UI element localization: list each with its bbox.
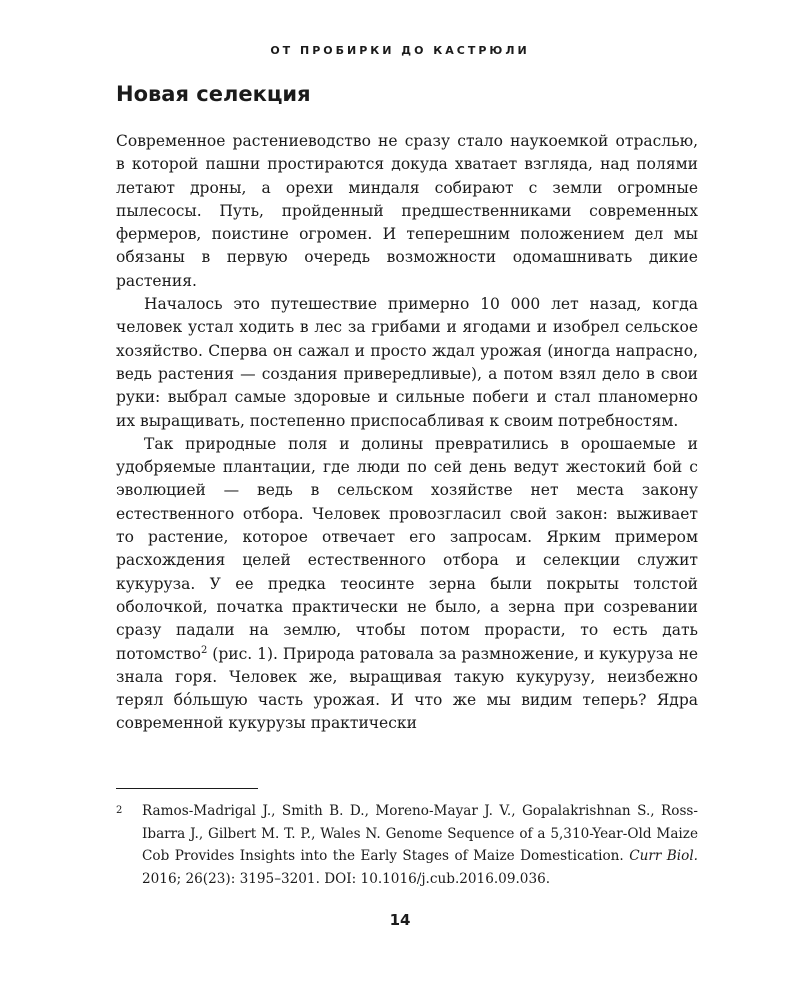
footnote-text [142, 800, 698, 890]
footnote-citation-tail: 2016; 26(23): 3195–3201. DOI: 10.1016/j.cub.2016.09.036. [142, 870, 551, 887]
footnote-marker: 2 [116, 805, 123, 816]
footnote-reference[interactable]: 2 [200, 644, 208, 656]
page-number: 14 [389, 911, 411, 929]
paragraph-1: Современное растениеводство не сразу стало наукоемкой отраслью, в которой пашни простираются докуда хватает взгляда, над полями летают дроны, а орехи миндаля собирают с земли огромные пылесосы. Путь, пройденный предшественниками современных фермеров, поистине огромен. И теперешним положением дел мы обязаны в первую очередь возможности одомашнивать дикие растения. [116, 132, 698, 290]
paragraph-2: Началось это путешествие примерно 10 000 лет назад, когда человек устал ходить в лес за грибами и ягодами и изобрел сельское хозяйство. Сперва он сажал и просто ждал урожая (иногда напрасно, ведь растения — создания привередливые), а потом взял дело в свои руки: выбрал самые здоровые и сильные побеги и стал планомерно их выращивать, постепенно приспосабливая к своим потребностям. [116, 295, 698, 430]
paragraph-3-text: Так природные поля и долины превратились в орошаемые и удобряемые плантации, где люди по сей день ведут жестокий бой с эволюцией — ведь в сельском хозяйстве нет места закону естественного отбора. Человек провозгласил свой закон: выживает то растение, которое отвечает его запросам. Ярким примером расхождения целей естественного отбора и селекции служит кукуруза. У ее предка теосинте зерна были покрыты толстой оболочкой, початка практически не было, а зерна при созревании сразу падали на землю, чтобы потом прорасти, то есть дать потомство [116, 434, 698, 663]
running-header: ОТ ПРОБИРКИ ДО КАСТРЮЛИ [270, 44, 530, 57]
footnote-journal: Curr Biol. [629, 848, 698, 864]
paragraph-3 [116, 433, 698, 736]
footnote [116, 800, 698, 890]
section-title: Новая селекция [116, 82, 311, 106]
paragraph-3-continuation: (рис. 1). Природа ратовала за размножение, и кукуруза не знала горя. Человек же, выращивая такую кукурузу, неизбежно терял бóльшую часть урожая. И что же мы видим теперь? Ядра современной кукурузы практически [116, 644, 698, 733]
footnote-divider [116, 788, 258, 789]
body-text [116, 130, 698, 736]
footnote-citation: Ramos-Madrigal J., Smith B. D., Moreno-Mayar J. V., Gopalakrishnan S., Ross-Ibarra J., Gilbert M. T. P., Wales N. Genome Sequence of a 5,310-Year-Old Maize Cob Provides Insights into the Early Stages of Maize Domestication. [142, 803, 698, 864]
